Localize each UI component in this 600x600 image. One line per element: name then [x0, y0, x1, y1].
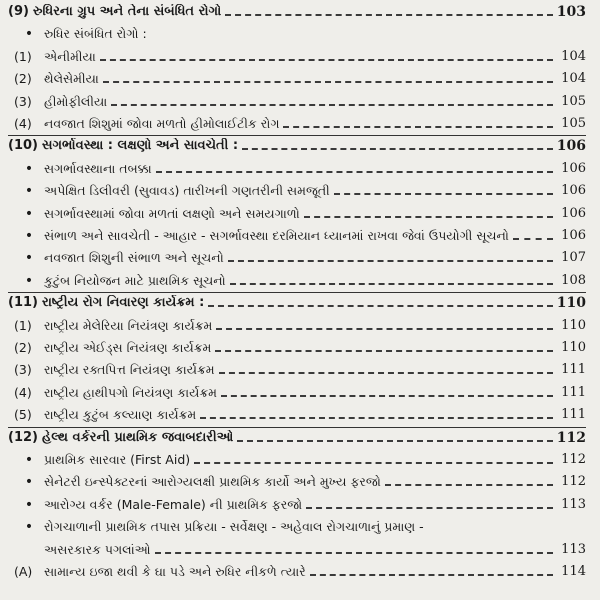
bullet-icon: • — [24, 250, 34, 267]
dot-leader — [215, 350, 553, 352]
page-number: 106 — [561, 160, 586, 176]
page-number: 103 — [556, 4, 586, 20]
toc-entry[interactable] — [8, 181, 586, 199]
toc-entry[interactable] — [8, 69, 586, 87]
bullet-icon: • — [24, 272, 34, 289]
section-title: હેલ્થ વર્કરની પ્રાથમિક જવાબદારીઓ — [41, 429, 234, 445]
dot-leader — [242, 148, 553, 150]
entry-label: નવજાત શિશુની સંભાળ અને સૂચનો — [44, 250, 224, 266]
bullet-icon: • — [24, 160, 34, 177]
section-number: (11) — [8, 295, 38, 311]
toc-entry[interactable] — [8, 472, 586, 490]
entry-label: રાષ્ટ્રીય કુટુંબ કલ્યાણ કાર્યક્રમ — [44, 407, 197, 423]
entry-label: અપેક્ષિત ડિલીવરી (સુવાવડ) તારીખની ગણતરીની સમજૂતી — [44, 183, 330, 199]
dot-leader — [237, 440, 553, 442]
page-number: 110 — [556, 295, 586, 312]
entry-marker: (2) — [14, 71, 32, 87]
dot-leader — [219, 372, 553, 374]
toc-entry[interactable] — [8, 405, 586, 423]
entry-label: રાષ્ટ્રીય મેલેરિયા નિયંત્રણ કાર્યક્રમ — [44, 317, 213, 333]
section-title: સગર્ભાવસ્થા : લક્ષણો અને સાવચેતી : — [41, 138, 239, 154]
page-number: 106 — [561, 205, 586, 221]
page-number: 113 — [561, 541, 586, 557]
dot-leader — [100, 59, 553, 61]
toc-entry[interactable] — [8, 383, 586, 401]
bullet-icon: • — [24, 496, 34, 513]
dot-leader — [194, 462, 553, 464]
entry-marker: (2) — [14, 340, 32, 355]
dot-leader — [385, 484, 553, 486]
dot-leader — [111, 104, 553, 106]
bullet-icon: • — [24, 452, 34, 468]
section-title: રાષ્ટ્રીય રોગ નિવારણ કાર્યક્રમ : — [41, 295, 205, 311]
page-number: 111 — [561, 384, 586, 400]
dot-leader — [208, 305, 553, 307]
entry-label: સામાન્ય ઇજા થવી કે ઘા પડે અને રુધિર નીકળે ત્યારે — [44, 564, 306, 579]
page-number: 112 — [561, 452, 586, 467]
section-number: (9) — [8, 4, 29, 19]
entry-label: થેલેસેમીયા — [44, 71, 99, 87]
dot-leader — [310, 574, 553, 576]
entry-marker: (A) — [14, 564, 33, 579]
page-number: 107 — [561, 250, 586, 266]
entry-label: રોગચાળાની પ્રાથમિક તપાસ પ્રક્રિયા - સર્વેક્ષણ - અહેવાલ રોગચાળાનું પ્રમાણ - — [44, 519, 424, 535]
page-number: 112 — [556, 429, 586, 446]
toc-entry[interactable] — [8, 47, 586, 65]
entry-marker: (3) — [14, 93, 32, 109]
dot-leader — [103, 81, 553, 83]
dot-leader — [334, 193, 553, 195]
page-number: 106 — [561, 228, 586, 243]
page-number: 104 — [561, 71, 586, 87]
dot-leader — [228, 260, 553, 262]
toc-section-heading[interactable] — [8, 293, 586, 311]
dot-leader — [155, 552, 553, 554]
entry-label: અસરકારક પગલાંઓ — [44, 541, 151, 557]
entry-label: એનીમીયા — [44, 48, 96, 64]
page-number: 104 — [561, 48, 586, 64]
dot-leader — [513, 238, 553, 240]
entry-label: રાષ્ટ્રીય એઈડ્સ નિયંત્રણ કાર્યક્રમ — [44, 340, 212, 355]
dot-leader — [230, 283, 553, 285]
toc-section-heading[interactable] — [8, 2, 586, 20]
toc-entry[interactable] — [8, 248, 586, 266]
entry-label: આરોગ્ય વર્કર (Male-Female) ની પ્રાથમિક ફરજો — [44, 496, 303, 512]
toc-entry[interactable] — [8, 495, 586, 513]
toc-entry[interactable] — [8, 24, 586, 42]
bullet-icon: • — [24, 26, 34, 43]
toc-entry[interactable] — [8, 204, 586, 222]
entry-label: કુટુંબ નિયોજન માટે પ્રાથમિક સૂચનો — [44, 272, 226, 288]
page-number: 114 — [561, 564, 586, 579]
entry-label: પ્રાથમિક સારવાર (First Aid) — [44, 452, 191, 467]
page-number: 105 — [561, 93, 586, 109]
toc-entry[interactable] — [8, 338, 586, 356]
bullet-icon: • — [24, 519, 34, 536]
dot-leader — [200, 417, 553, 419]
page-number: 106 — [561, 183, 586, 199]
page-number: 111 — [561, 407, 586, 423]
page-number: 112 — [561, 474, 586, 490]
entry-label: રાષ્ટ્રીય રક્તપિત્ત નિયંત્રણ કાર્યક્રમ — [44, 362, 215, 378]
toc-entry[interactable] — [8, 540, 586, 558]
entry-label: સંભાળ અને સાવચેતી - આહાર - સગર્ભાવસ્થા દરમિયાન ધ્યાનમાં રાખવા જેવાં ઉપયોગી સૂચનો — [44, 228, 509, 243]
toc-entry[interactable] — [8, 159, 586, 177]
dot-leader — [283, 126, 553, 128]
entry-marker: (5) — [14, 407, 32, 423]
entry-marker: (1) — [14, 317, 32, 333]
dot-leader — [156, 171, 553, 173]
bullet-icon: • — [24, 474, 34, 491]
toc-entry[interactable] — [8, 271, 586, 289]
page-number: 110 — [561, 317, 586, 333]
entry-marker: (4) — [14, 116, 32, 131]
toc-entry[interactable] — [8, 450, 586, 468]
dot-leader — [225, 14, 553, 16]
page-number: 108 — [561, 272, 586, 288]
toc-entry[interactable] — [8, 92, 586, 110]
toc-entry[interactable] — [8, 316, 586, 334]
dot-leader — [306, 507, 553, 509]
bullet-icon: • — [24, 228, 34, 244]
entry-label: હીમોફીલીયા — [44, 93, 108, 109]
entry-label: રુધિર સંબંધિત રોગો : — [44, 26, 147, 42]
toc-entry[interactable] — [8, 517, 586, 535]
page-number: 106 — [556, 138, 586, 155]
bullet-icon: • — [24, 183, 34, 200]
section-title: રુધિરના ગ્રુપ અને તેના સંબંધિત રોગો — [32, 4, 222, 19]
dot-leader — [221, 395, 553, 397]
section-number: (12) — [8, 429, 38, 445]
dot-leader — [216, 328, 553, 330]
entry-label: સગર્ભાવસ્થામાં જોવા મળતાં લક્ષણો અને સમયગાળો — [44, 205, 300, 221]
toc-entry[interactable] — [8, 562, 586, 580]
toc-entry[interactable] — [8, 360, 586, 378]
page-number: 113 — [561, 496, 586, 512]
toc-entry[interactable] — [8, 114, 586, 132]
toc-section-heading[interactable] — [8, 136, 586, 154]
entry-marker: (3) — [14, 362, 32, 378]
toc-entry[interactable] — [8, 226, 586, 244]
entry-marker: (1) — [14, 48, 32, 64]
bullet-icon: • — [24, 205, 34, 222]
toc-section-heading[interactable] — [8, 428, 586, 446]
page-number: 111 — [561, 362, 586, 378]
entry-label: સેનેટરી ઇન્સ્પેક્ટરનાં આરોગ્યલક્ષી પ્રાથમિક કાર્યો અને મુખ્ય ફરજો — [44, 474, 381, 490]
entry-label: રાષ્ટ્રીય હાથીપગો નિયંત્રણ કાર્યક્રમ — [44, 384, 217, 400]
entry-marker: (4) — [14, 384, 32, 400]
dot-leader — [304, 216, 553, 218]
page-number: 110 — [561, 340, 586, 355]
entry-label: સગર્ભાવસ્થાના તબક્કા — [44, 160, 152, 176]
entry-label: નવજાત શિશુમાં જોવા મળતો હીમોલાઈટીક રોગ — [44, 116, 280, 131]
section-number: (10) — [8, 138, 38, 154]
page-number: 105 — [561, 116, 586, 131]
